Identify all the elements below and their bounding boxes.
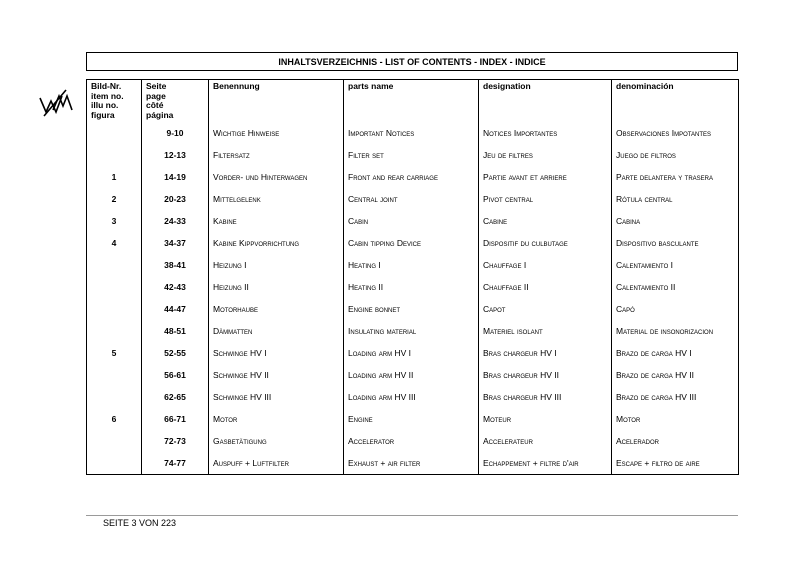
cell-designation: Materiel isolant (479, 320, 612, 342)
cell-designation: Echappement + filtre d'air (479, 452, 612, 475)
wm-logo-icon (36, 84, 76, 124)
cell-denominacion: Observaciones Impotantes (612, 122, 739, 144)
cell-fig (87, 276, 142, 298)
cell-benennung: Heizung I (209, 254, 344, 276)
cell-benennung: Motorhaube (209, 298, 344, 320)
cell-denominacion: Cabina (612, 210, 739, 232)
cell-fig: 4 (87, 232, 142, 254)
cell-fig: 2 (87, 188, 142, 210)
cell-denominacion: Material de insonorizacion (612, 320, 739, 342)
header-benennung: Benennung (209, 80, 344, 123)
page-footer: SEITE 3 VON 223 (103, 518, 177, 528)
cell-designation: Dispositif du culbutage (479, 232, 612, 254)
cell-page: 74-77 (142, 452, 209, 475)
cell-fig (87, 386, 142, 408)
table-row (87, 144, 739, 166)
header-denominacion: denominación (612, 80, 739, 123)
table-row (87, 166, 739, 188)
table-row (87, 342, 739, 364)
cell-denominacion: Calentamiento I (612, 254, 739, 276)
table-header-row (87, 80, 739, 123)
cell-fig: 6 (87, 408, 142, 430)
cell-parts-name: Cabin tipping Device (344, 232, 479, 254)
cell-page: 34-37 (142, 232, 209, 254)
table-row (87, 320, 739, 342)
cell-benennung: Gasbetätigung (209, 430, 344, 452)
header-fig (87, 80, 142, 123)
header-page-en: page (146, 90, 166, 101)
cell-designation: Bras chargeur HV III (479, 386, 612, 408)
cell-designation: Moteur (479, 408, 612, 430)
table-row (87, 452, 739, 475)
cell-fig (87, 430, 142, 452)
cell-page: 9-10 (142, 122, 209, 144)
cell-page: 24-33 (142, 210, 209, 232)
header-parts-name: parts name (344, 80, 479, 123)
table-row (87, 408, 739, 430)
cell-fig (87, 254, 142, 276)
cell-designation: Bras chargeur HV II (479, 364, 612, 386)
cell-designation: Jeu de filtres (479, 144, 612, 166)
cell-fig (87, 452, 142, 475)
header-page-fr: côté (146, 100, 164, 110)
cell-benennung: Mittelgelenk (209, 188, 344, 210)
cell-benennung: Schwinge HV I (209, 342, 344, 364)
cell-fig (87, 298, 142, 320)
cell-parts-name: Loading arm HV I (344, 342, 479, 364)
cell-denominacion: Juego de filtros (612, 144, 739, 166)
table-body (87, 122, 739, 475)
cell-fig (87, 122, 142, 144)
table-row (87, 122, 739, 144)
cell-parts-name: Accelerator (344, 430, 479, 452)
cell-denominacion: Parte delantera y trasera (612, 166, 739, 188)
table-row (87, 430, 739, 452)
cell-designation: Bras chargeur HV I (479, 342, 612, 364)
table-row (87, 232, 739, 254)
cell-designation: Notices Importantes (479, 122, 612, 144)
cell-benennung: Vorder- und Hinterwagen (209, 166, 344, 188)
cell-page: 72-73 (142, 430, 209, 452)
cell-benennung: Auspuff + Luftfilter (209, 452, 344, 475)
cell-parts-name: Cabin (344, 210, 479, 232)
table-row (87, 254, 739, 276)
cell-page: 38-41 (142, 254, 209, 276)
cell-page: 20-23 (142, 188, 209, 210)
header-page (142, 80, 209, 123)
cell-denominacion: Dispositivo basculante (612, 232, 739, 254)
cell-page: 12-13 (142, 144, 209, 166)
cell-benennung: Kabine Kippvorrichtung (209, 232, 344, 254)
cell-page: 14-19 (142, 166, 209, 188)
header-page-de: Seite (146, 81, 167, 91)
page-title: INHALTSVERZEICHNIS - LIST OF CONTENTS - INDEX - INDICE (86, 52, 738, 71)
cell-benennung: Kabine (209, 210, 344, 232)
cell-denominacion: Calentamiento II (612, 276, 739, 298)
cell-denominacion: Capó (612, 298, 739, 320)
table-row (87, 188, 739, 210)
cell-parts-name: Insulating material (344, 320, 479, 342)
contents-table (86, 79, 739, 475)
cell-designation: Partie avant et arriere (479, 166, 612, 188)
cell-parts-name: Heating I (344, 254, 479, 276)
cell-parts-name: Filter set (344, 144, 479, 166)
cell-page: 62-65 (142, 386, 209, 408)
cell-designation: Capot (479, 298, 612, 320)
cell-fig: 1 (87, 166, 142, 188)
cell-parts-name: Central joint (344, 188, 479, 210)
cell-designation: Chauffage I (479, 254, 612, 276)
cell-designation: Accelerateur (479, 430, 612, 452)
cell-benennung: Filtersatz (209, 144, 344, 166)
cell-page: 44-47 (142, 298, 209, 320)
cell-fig (87, 144, 142, 166)
header-fig-fr: illu no. (91, 100, 119, 110)
cell-designation: Pivot central (479, 188, 612, 210)
cell-designation: Cabine (479, 210, 612, 232)
cell-parts-name: Important Notices (344, 122, 479, 144)
table-row (87, 364, 739, 386)
cell-denominacion: Brazo de carga HV III (612, 386, 739, 408)
cell-parts-name: Exhaust + air filter (344, 452, 479, 475)
cell-parts-name: Engine bonnet (344, 298, 479, 320)
table-row (87, 276, 739, 298)
cell-page: 48-51 (142, 320, 209, 342)
header-fig-de: Bild-Nr. (91, 81, 122, 91)
footer-divider (86, 515, 738, 516)
cell-fig (87, 320, 142, 342)
table-row (87, 298, 739, 320)
cell-benennung: Motor (209, 408, 344, 430)
cell-page: 42-43 (142, 276, 209, 298)
header-designation: designation (479, 80, 612, 123)
cell-parts-name: Heating II (344, 276, 479, 298)
cell-denominacion: Brazo de carga HV II (612, 364, 739, 386)
cell-fig: 5 (87, 342, 142, 364)
header-page-es: página (146, 109, 174, 120)
cell-page: 66-71 (142, 408, 209, 430)
cell-denominacion: Brazo de carga HV I (612, 342, 739, 364)
cell-parts-name: Front and rear carriage (344, 166, 479, 188)
cell-parts-name: Loading arm HV II (344, 364, 479, 386)
cell-benennung: Schwinge HV III (209, 386, 344, 408)
cell-denominacion: Rótula central (612, 188, 739, 210)
cell-page: 56-61 (142, 364, 209, 386)
header-fig-es: figura (91, 109, 115, 120)
cell-parts-name: Loading arm HV III (344, 386, 479, 408)
cell-designation: Chauffage II (479, 276, 612, 298)
header-fig-en: item no. (91, 90, 124, 101)
cell-fig (87, 364, 142, 386)
cell-benennung: Wichtige Hinweise (209, 122, 344, 144)
table-row (87, 386, 739, 408)
cell-denominacion: Acelerador (612, 430, 739, 452)
cell-benennung: Heizung II (209, 276, 344, 298)
cell-fig: 3 (87, 210, 142, 232)
cell-denominacion: Escape + filtro de aire (612, 452, 739, 475)
cell-parts-name: Engine (344, 408, 479, 430)
cell-page: 52-55 (142, 342, 209, 364)
cell-denominacion: Motor (612, 408, 739, 430)
cell-benennung: Schwinge HV II (209, 364, 344, 386)
cell-benennung: Dämmatten (209, 320, 344, 342)
table-row (87, 210, 739, 232)
